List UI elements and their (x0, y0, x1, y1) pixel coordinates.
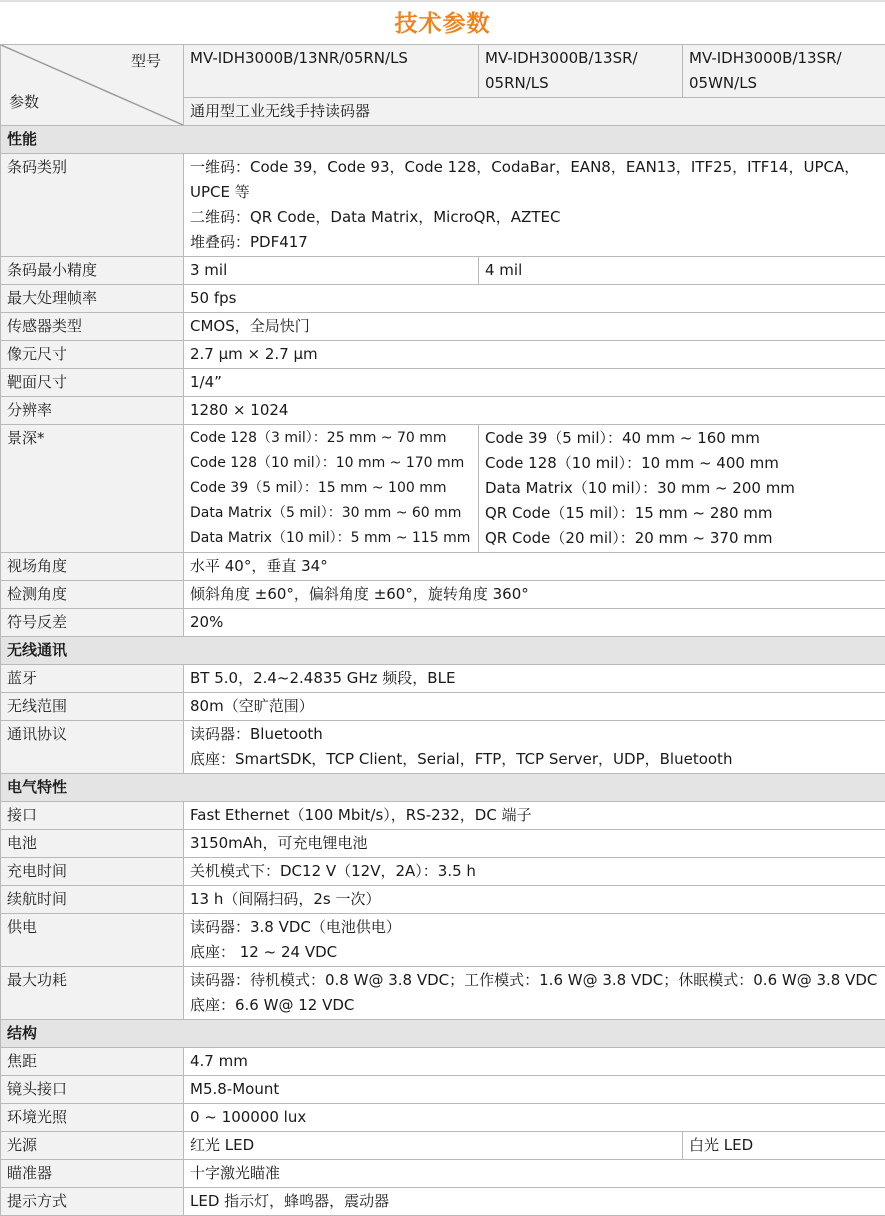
dof-item: Code 128（3 mil）：25 mm ~ 70 mm (190, 426, 472, 451)
row-value: 水平 40°，垂直 34° (184, 553, 885, 581)
row-value: 关机模式下：DC12 V（12V，2A）：3.5 h (184, 858, 885, 886)
row-label: 蓝牙 (1, 665, 184, 693)
row-label: 光源 (1, 1132, 184, 1160)
spec-row-resolution (1, 397, 885, 425)
dof-item: Data Matrix（10 mil）：30 mm ~ 200 mm (485, 476, 879, 501)
spec-row-protocol (1, 721, 885, 774)
corner-model-label: 型号 (131, 49, 161, 74)
row-label: 镜头接口 (1, 1076, 184, 1104)
spec-row-battery (1, 830, 885, 858)
model-3-name-line1: MV-IDH3000B/13SR/ (689, 46, 879, 71)
row-label: 传感器类型 (1, 313, 184, 341)
spec-row-barcode-types (1, 154, 885, 257)
row-label: 分辨率 (1, 397, 184, 425)
model-2-name-line1: MV-IDH3000B/13SR/ (485, 46, 676, 71)
row-label: 最大功耗 (1, 967, 184, 1020)
dof-item: Data Matrix（5 mil）：30 mm ~ 60 mm (190, 501, 472, 526)
row-label: 通讯协议 (1, 721, 184, 774)
spec-row-depth-of-field (1, 425, 885, 553)
row-value: 20% (184, 609, 885, 637)
spec-row-prompt (1, 1188, 885, 1216)
row-value: 倾斜角度 ±60°，偏斜角度 ±60°，旋转角度 360° (184, 581, 885, 609)
row-label: 瞄准器 (1, 1160, 184, 1188)
spec-row-ambient-light (1, 1104, 885, 1132)
row-label: 靶面尺寸 (1, 369, 184, 397)
row-value: Fast Ethernet（100 Mbit/s），RS-232，DC 端子 (184, 802, 885, 830)
header-row (1, 45, 885, 98)
section-structure (1, 1020, 885, 1048)
spec-table (0, 44, 885, 1216)
spec-row-sensor (1, 313, 885, 341)
row-value-b: 4 mil (479, 257, 885, 285)
row-value (184, 721, 885, 774)
spec-row-detect-angle (1, 581, 885, 609)
row-value: LED 指示灯，蜂鸣器，震动器 (184, 1188, 885, 1216)
row-value (184, 154, 885, 257)
row-label: 电池 (1, 830, 184, 858)
spec-row-focal (1, 1048, 885, 1076)
barcode-2d: 二维码：QR Code，Data Matrix，MicroQR，AZTEC (190, 205, 879, 230)
barcode-1d: 一维码：Code 39，Code 93，Code 128，CodaBar，EAN8，EAN13，ITF25，ITF14，UPCA，UPCE 等 (190, 155, 879, 205)
dof-item: Code 128（10 mil）：10 mm ~ 400 mm (485, 451, 879, 476)
row-label: 焦距 (1, 1048, 184, 1076)
row-label: 环境光照 (1, 1104, 184, 1132)
section-electrical (1, 774, 885, 802)
model-1-name: MV-IDH3000B/13NR/05RN/LS (190, 46, 472, 71)
max-power-reader: 读码器：待机模式：0.8 W@ 3.8 VDC；工作模式：1.6 W@ 3.8 VDC；休眠模式：0.6 W@ 3.8 VDC (190, 968, 879, 993)
row-value: 80m（空旷范围） (184, 693, 885, 721)
row-label: 充电时间 (1, 858, 184, 886)
spec-row-charge-time (1, 858, 885, 886)
row-value: BT 5.0，2.4~2.4835 GHz 频段，BLE (184, 665, 885, 693)
protocol-base: 底座：SmartSDK，TCP Client，Serial，FTP，TCP Server，UDP，Bluetooth (190, 747, 879, 772)
spec-row-aimer (1, 1160, 885, 1188)
page-title: 技术参数 (0, 5, 885, 38)
row-value (184, 914, 885, 967)
dof-item: QR Code（15 mil）：15 mm ~ 280 mm (485, 501, 879, 526)
spec-row-target-size (1, 369, 885, 397)
power-reader: 读码器：3.8 VDC（电池供电） (190, 915, 879, 940)
dof-item: Code 128（10 mil）：10 mm ~ 170 mm (190, 451, 472, 476)
row-label: 视场角度 (1, 553, 184, 581)
spec-row-contrast (1, 609, 885, 637)
row-value-b: 白光 LED (683, 1132, 885, 1160)
row-value: 1/4” (184, 369, 885, 397)
row-value: 3150mAh，可充电锂电池 (184, 830, 885, 858)
spec-row-max-power (1, 967, 885, 1020)
spec-row-power (1, 914, 885, 967)
row-label: 符号反差 (1, 609, 184, 637)
row-label: 景深* (1, 425, 184, 553)
row-value: 4.7 mm (184, 1048, 885, 1076)
row-value: M5.8-Mount (184, 1076, 885, 1104)
spec-row-interface (1, 802, 885, 830)
model-1-header (184, 45, 479, 98)
spec-row-pixel-size (1, 341, 885, 369)
row-label: 供电 (1, 914, 184, 967)
section-title: 性能 (1, 126, 885, 154)
row-value: 2.7 μm × 2.7 μm (184, 341, 885, 369)
row-value-a: 3 mil (184, 257, 479, 285)
section-title: 结构 (1, 1020, 885, 1048)
row-value-a: 红光 LED (184, 1132, 683, 1160)
protocol-reader: 读码器：Bluetooth (190, 722, 879, 747)
row-label: 接口 (1, 802, 184, 830)
title-bar (0, 0, 885, 44)
row-label: 无线范围 (1, 693, 184, 721)
dof-item: Code 39（5 mil）：40 mm ~ 160 mm (485, 426, 879, 451)
row-label: 续航时间 (1, 886, 184, 914)
row-label: 提示方式 (1, 1188, 184, 1216)
spec-row-endurance (1, 886, 885, 914)
spec-row-light-source (1, 1132, 885, 1160)
barcode-stacked: 堆叠码：PDF417 (190, 230, 879, 255)
spec-row-fov (1, 553, 885, 581)
row-value: 13 h（间隔扫码，2s 一次） (184, 886, 885, 914)
row-value: CMOS，全局快门 (184, 313, 885, 341)
row-value: 50 fps (184, 285, 885, 313)
row-value: 1280 × 1024 (184, 397, 885, 425)
top-rule (0, 0, 885, 2)
product-type-cell: 通用型工业无线手持读码器 (184, 98, 885, 126)
row-label: 条码类别 (1, 154, 184, 257)
spec-row-wireless-range (1, 693, 885, 721)
dof-column-a (184, 425, 479, 553)
spec-row-bluetooth (1, 665, 885, 693)
section-title: 电气特性 (1, 774, 885, 802)
section-title: 无线通讯 (1, 637, 885, 665)
section-performance (1, 126, 885, 154)
row-label: 检测角度 (1, 581, 184, 609)
dof-item: Code 39（5 mil）：15 mm ~ 100 mm (190, 476, 472, 501)
corner-param-label: 参数 (9, 90, 39, 115)
dof-item: QR Code（20 mil）：20 mm ~ 370 mm (485, 526, 879, 551)
row-value (184, 967, 885, 1020)
row-label: 像元尺寸 (1, 341, 184, 369)
row-value: 十字激光瞄准 (184, 1160, 885, 1188)
header-corner-cell (1, 45, 184, 126)
model-3-name-line2: 05WN/LS (689, 71, 879, 96)
section-wireless (1, 637, 885, 665)
model-2-header (479, 45, 683, 98)
dof-column-b (479, 425, 885, 553)
spec-row-lens-mount (1, 1076, 885, 1104)
spec-row-max-fps (1, 285, 885, 313)
row-value: 0 ~ 100000 lux (184, 1104, 885, 1132)
spec-row-min-precision (1, 257, 885, 285)
max-power-base: 底座：6.6 W@ 12 VDC (190, 993, 879, 1018)
model-2-name-line2: 05RN/LS (485, 71, 676, 96)
model-3-header (683, 45, 885, 98)
dof-item: Data Matrix（10 mil）：5 mm ~ 115 mm (190, 526, 472, 551)
row-label: 条码最小精度 (1, 257, 184, 285)
power-base: 底座： 12 ~ 24 VDC (190, 940, 879, 965)
row-label: 最大处理帧率 (1, 285, 184, 313)
